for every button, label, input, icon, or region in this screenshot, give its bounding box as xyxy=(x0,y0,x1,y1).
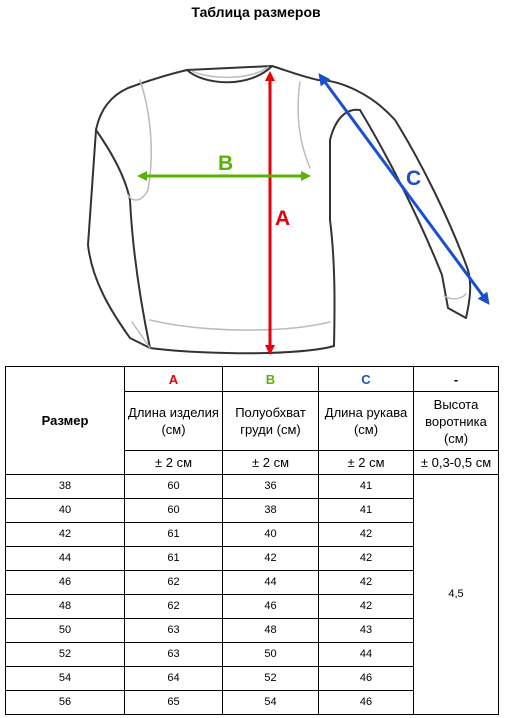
size-table xyxy=(5,366,499,715)
cell-chest: 40 xyxy=(223,523,319,547)
cell-chest: 54 xyxy=(223,691,319,715)
cell-collar-height: 4,5 xyxy=(414,475,499,715)
cell-chest: 52 xyxy=(223,667,319,691)
cell-sleeve: 44 xyxy=(319,643,414,667)
cell-size: 54 xyxy=(6,667,125,691)
cell-chest: 38 xyxy=(223,499,319,523)
cell-chest: 36 xyxy=(223,475,319,499)
page-title: Таблица размеров xyxy=(191,4,321,20)
cell-chest: 50 xyxy=(223,643,319,667)
cell-size: 50 xyxy=(6,619,125,643)
tolerance-collar: ± 0,3-0,5 см xyxy=(414,451,499,475)
cell-size: 42 xyxy=(6,523,125,547)
cell-length: 63 xyxy=(125,643,223,667)
column-name-sleeve: Длина рукава (см) xyxy=(319,392,414,451)
table-letter-row xyxy=(6,367,499,392)
cell-size: 52 xyxy=(6,643,125,667)
cell-chest: 46 xyxy=(223,595,319,619)
column-letter-c: C xyxy=(319,367,414,392)
column-name-chest: Полуобхват груди (см) xyxy=(223,392,319,451)
cell-chest: 48 xyxy=(223,619,319,643)
cell-length: 62 xyxy=(125,571,223,595)
measure-c xyxy=(322,78,486,300)
cell-size: 44 xyxy=(6,547,125,571)
label-a: A xyxy=(275,207,291,230)
column-letter-b: B xyxy=(223,367,319,392)
cell-size: 56 xyxy=(6,691,125,715)
table-row xyxy=(6,475,499,499)
cell-length: 62 xyxy=(125,595,223,619)
cell-size: 48 xyxy=(6,595,125,619)
cell-sleeve: 41 xyxy=(319,499,414,523)
column-letter-collar: - xyxy=(414,367,499,392)
measure-b xyxy=(142,152,306,176)
measure-a xyxy=(270,76,290,350)
label-b: B xyxy=(218,152,234,175)
cell-sleeve: 46 xyxy=(319,691,414,715)
tolerance-chest: ± 2 см xyxy=(223,451,319,475)
tolerance-length: ± 2 см xyxy=(125,451,223,475)
cell-length: 63 xyxy=(125,619,223,643)
cell-sleeve: 42 xyxy=(319,595,414,619)
cell-length: 64 xyxy=(125,667,223,691)
label-c: C xyxy=(406,167,422,190)
tolerance-sleeve: ± 2 см xyxy=(319,451,414,475)
cell-sleeve: 42 xyxy=(319,523,414,547)
cell-sleeve: 46 xyxy=(319,667,414,691)
size-header: Размер xyxy=(6,367,125,475)
cell-size: 38 xyxy=(6,475,125,499)
cell-sleeve: 43 xyxy=(319,619,414,643)
column-letter-a: A xyxy=(125,367,223,392)
cell-length: 61 xyxy=(125,547,223,571)
cell-size: 40 xyxy=(6,499,125,523)
column-name-length: Длина изделия (см) xyxy=(125,392,223,451)
cell-length: 60 xyxy=(125,499,223,523)
cell-length: 60 xyxy=(125,475,223,499)
cell-sleeve: 41 xyxy=(319,475,414,499)
column-name-collar: Высота воротника (см) xyxy=(414,392,499,451)
cell-sleeve: 42 xyxy=(319,547,414,571)
cell-length: 61 xyxy=(125,523,223,547)
cell-sleeve: 42 xyxy=(319,571,414,595)
cell-size: 46 xyxy=(6,571,125,595)
cell-chest: 44 xyxy=(223,571,319,595)
cell-chest: 42 xyxy=(223,547,319,571)
cell-length: 65 xyxy=(125,691,223,715)
